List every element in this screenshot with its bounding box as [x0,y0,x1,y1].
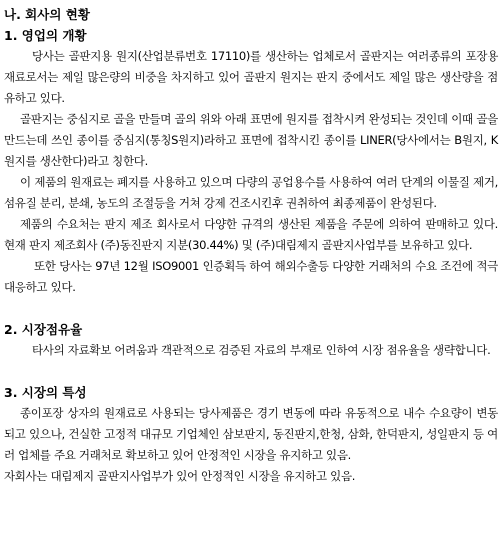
closing-line: 자회사는 대림제지 골판지사업부가 있어 안정적인 시장을 유지하고 있음. [4,469,356,483]
spacer [4,298,498,319]
subsection-heading-market-share: 2. 시장점유율 [4,322,83,337]
paragraph: 또한 당사는 97년 12월 ISO9001 인증획득 하여 해외수출등 다양한 거래처의 수요 조건에 적극 대응하고 있다. [4,259,498,294]
paragraph: 제품의 수요처는 판지 제조 회사로서 다양한 규격의 생산된 제품을 주문에 의하여 판매하고 있다. 현재 판지 제조회사 (주)동진판지 지분(30.44%) 및 (주)대림제지 골판지사업부를 보유하고 있다. [4,217,498,252]
spacer [4,361,498,382]
paragraph: 골판지는 중심지로 골을 만들며 골의 위와 아래 표면에 원지를 접착시켜 완성되는 것인데 이때 골을 만드는데 쓰인 종이를 중심지(통칭S원지)라하고 표면에 접착시킨 종이를 LINER(당사에서는 B원지, K원지를 생산한다)라고 칭한다. [4,112,498,168]
section-title: 나. 회사의 현황 [4,7,90,22]
paragraph: 타사의 자료확보 어려움과 객관적으로 검증된 자료의 부재로 인하여 시장 점유율을 생략합니다. [32,343,491,357]
subsection-heading-business-overview: 1. 영업의 개황 [4,28,87,43]
paragraph: 당사는 골판지용 원지(산업분류번호 17110)를 생산하는 업체로서 골판지는 여러종류의 포장용 재료로서는 제일 많은량의 비중을 차지하고 있어 골판지 원지는 판지 중에서도 제일 많은 생산량을 점유하고 있다. [4,49,498,105]
paragraph: 종이포장 상자의 원재료로 사용되는 당사제품은 경기 변동에 따라 유동적으로 내수 수요량이 변동되고 있으나, 건실한 고정적 대규모 기업체인 삼보판지, 동진판지,한청, 삼화, 한덕판지, 성일판지 등 여러 업체를 주요 거래처로 확보하고 있어 안정적인 시장을 유지하고 있음. [4,406,498,462]
subsection-heading-market-characteristics: 3. 시장의 특성 [4,385,87,400]
paragraph: 이 제품의 원재료는 폐지를 사용하고 있으며 다량의 공업용수를 사용하여 여러 단계의 이물질 제거, 섬유질 분리, 분쇄, 농도의 조절등을 거쳐 강제 건조시킨후 권취하여 최종제품이 완성된다. [4,175,498,210]
